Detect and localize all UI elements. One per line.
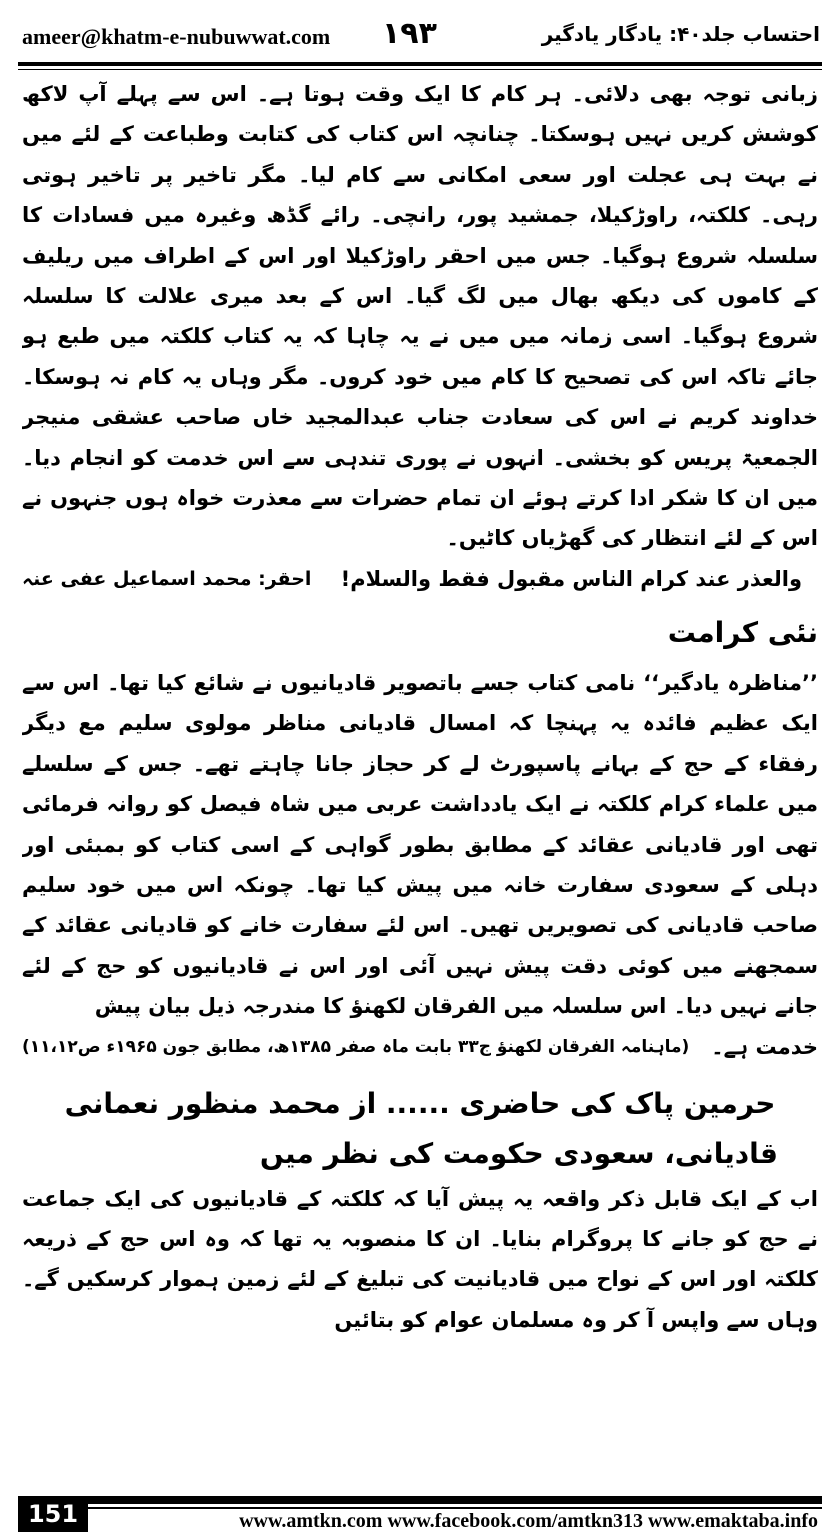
paragraph-3: اب کے ایک قابل ذکر واقعہ یہ پیش آیا کہ کلکتہ کے قادیانیوں کی ایک جماعت نے حج کو جانے کا پروگرام بنایا۔ ان کا منصوبہ یہ تھا کہ وہ اس حج کے ذریعہ کلکتہ اور اس کے نواح میں قادیانیت کی تبلیغ کے لئے زمین ہموار کرسکیں گے۔ وہاں سے واپس آ کر وہ مسلمان عوام کو بتائیں [22,1186,818,1332]
page-header [22,18,820,64]
paragraph-1: زبانی توجہ بھی دلائی۔ ہر کام کا ایک وقت ہوتا ہے۔ اس سے پہلے آپ لاکھ کوشش کریں نہیں ہوسکتا۔ چنانچہ اس کتاب کی کتابت وطباعت کے لئے میں نے بہت ہی عجلت اور سعی امکانی سے کام لیا۔ مگر تاخیر پر تاخیر ہوتی رہی۔ کلکتہ، راوڑکیلا، جمشید پور، رانچی۔ رائے گڈھ وغیرہ میں فسادات کا سلسلہ شروع ہوگیا۔ جس میں احقر راوڑکیلا اور اس کے اطراف میں ریلیف کے کاموں کی دیکھ بھال میں لگ گیا۔ اس کے بعد میری علالت کا سلسلہ شروع ہوگیا۔ اسی زمانہ میں میں نے یہ چاہا کہ یہ کتاب کلکتہ میں طبع ہو جائے تاکہ اس کی تصحیح کا کام میں خود کروں۔ مگر وہاں یہ کام نہ ہوسکا۔ خداوند کریم نے اس کی سعادت جناب عبدالمجید خاں صاحب عشقی منیجر الجمعیۃ پریس کو بخشی۔ انہوں نے پوری تندہی سے اس خدمت کو انجام دیا۔ میں ان کا شکر ادا کرتے ہوئے ان تمام حضرات سے معذرت خواہ ہوں جنہوں نے اس کے لئے انتظار کی گھڑیاں کاٹیں۔ [22,82,818,551]
header-page-number: ۱۹۳ [382,16,437,51]
source-reference: (ماہنامہ الفرقان لکھنؤ ج۳۳ بابت ماہ صفر ۱۳۸۵ھ، مطابق جون ۱۹۶۵ء ص۱۱،۱۲) [22,1036,690,1057]
signature: احقر: محمد اسماعیل عفی عنہ [22,567,312,590]
source-line [22,1027,818,1067]
page-footer [18,1496,822,1536]
footer-rule-thin [88,1507,822,1509]
header-book-title: احتساب جلد۴۰: یادگار یادگیر [541,22,820,46]
footer-links[interactable]: www.amtkn.com www.facebook.com/amtkn313 www.emaktaba.info [239,1510,818,1532]
header-rule-thick [18,62,822,66]
subheading-1: حرمین پاک کی حاضری ...... از محمد منظور نعمانی [64,1086,776,1120]
subheading-2: قادیانی، سعودی حکومت کی نظر میں [259,1136,778,1170]
header-email[interactable]: ameer@khatm-e-nubuwwat.com [22,24,331,49]
footer-page-number: 151 [18,1496,88,1532]
page-content [22,74,818,1474]
header-rule-thin [18,69,822,70]
paragraph-2: ’’مناظرہ یادگیر‘‘ نامی کتاب جسے باتصویر قادیانیوں نے شائع کیا تھا۔ اس سے ایک عظیم فائدہ یہ پہنچا کہ امسال قادیانی مناظر مولوی سلیم مع دیگر رفقاء کے حج کے بہانے پاسپورٹ لے کر حجاز جانا چاہتے تھے۔ جس کے سلسلے میں علماء کرام کلکتہ نے ایک یادداشت عربی میں شاہ فیصل کو روانہ فرمائی تھی اور قادیانی عقائد کے مطابق بطور گواہی کے اسی کتاب کو بمبئی اور دہلی کے سعودی سفارت خانہ میں پیش کیا تھا۔ چونکہ اس میں خود سلیم صاحب قادیانی کی تصویریں تھیں۔ اس لئے سفارت خانے کو قادیانی عقائد کے سمجھنے میں کوئی دقت پیش نہیں آئی اور اس نے قادیانیوں کو حج کے لئے جانے نہیں دیا۔ اس سلسلہ میں الفرقان لکھنؤ کا مندرجہ ذیل بیان پیش [22,670,818,1019]
paragraph-2-end: خدمت ہے۔ [711,1034,818,1059]
closing-line [22,559,802,599]
section-heading: نئی کرامت [667,615,818,649]
closing-arabic: والعذر عند کرام الناس مقبول فقط والسلام! [340,566,802,591]
footer-rule-thick [88,1496,822,1504]
